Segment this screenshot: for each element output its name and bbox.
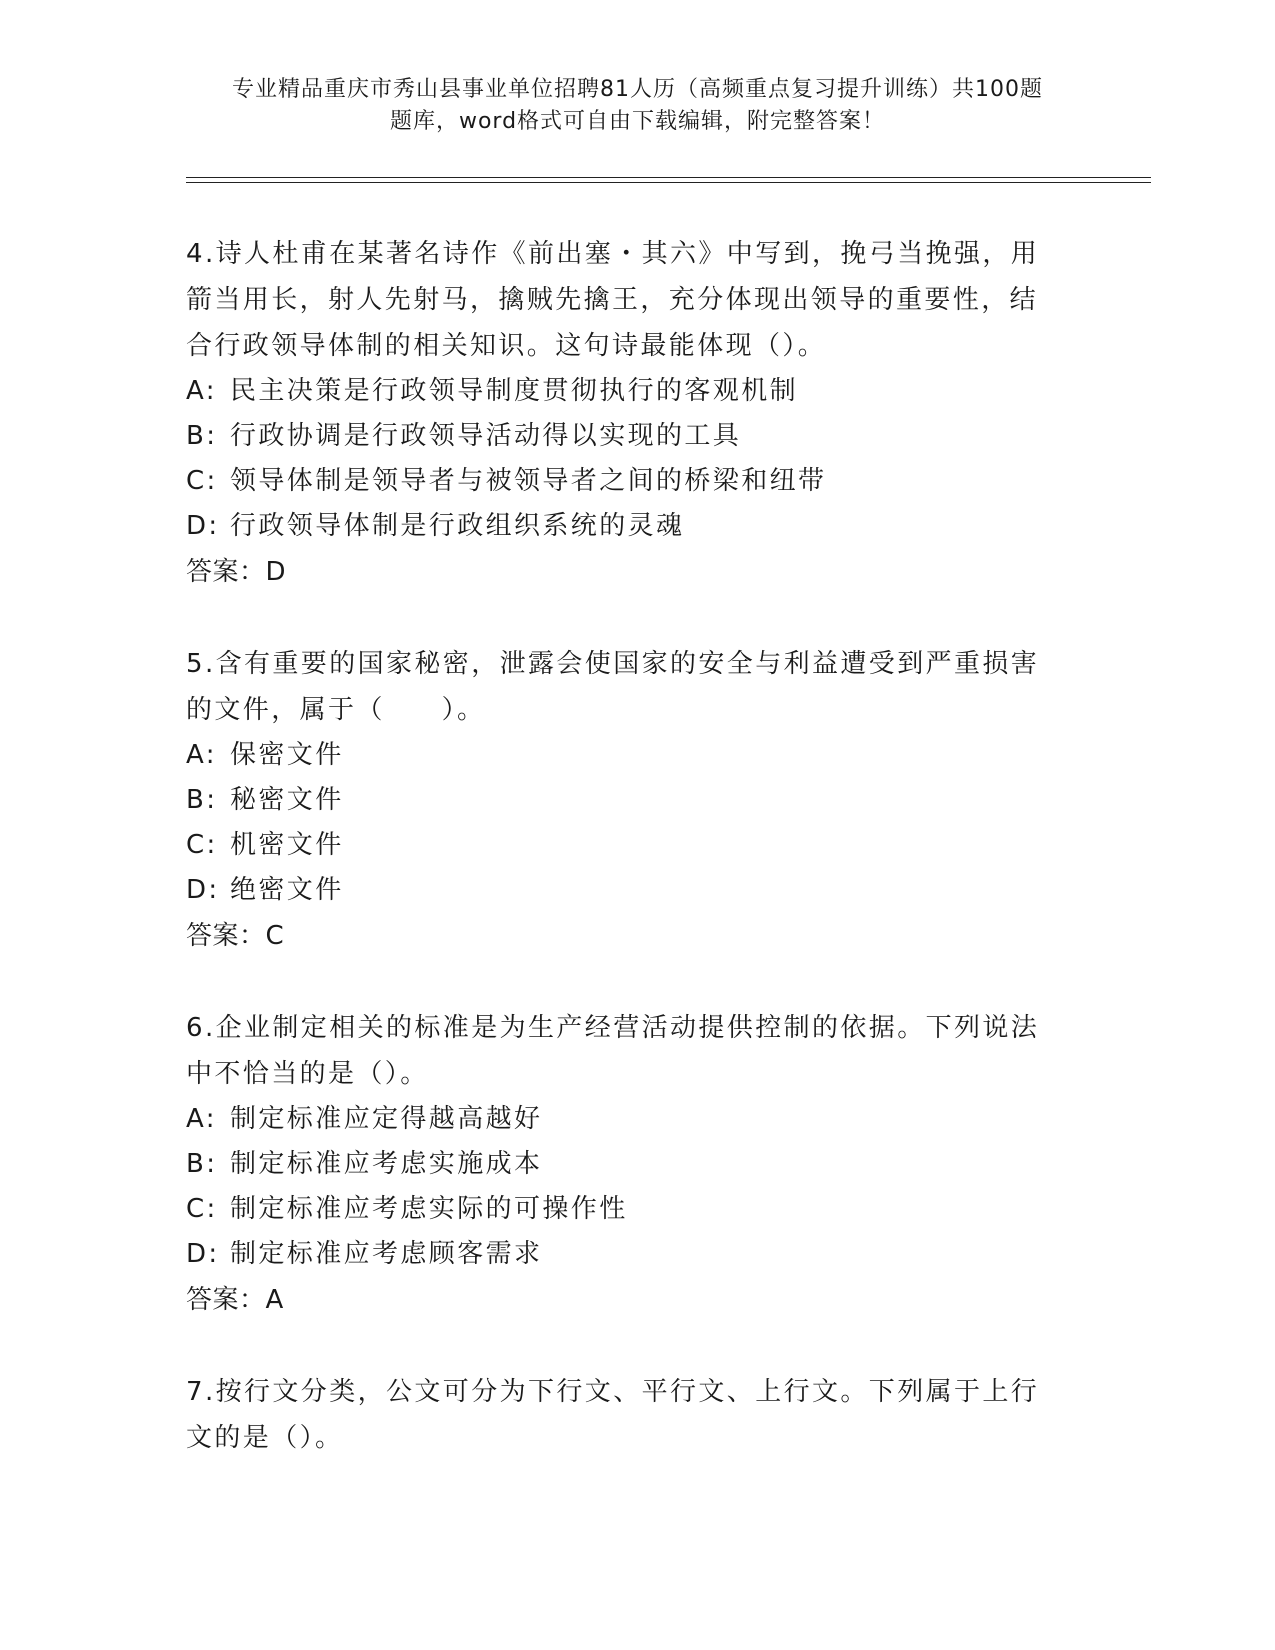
option-text: 领导体制是领导者与被领导者之间的桥梁和纽带 xyxy=(230,466,827,496)
option-text: 机密文件 xyxy=(230,830,344,860)
option-letter: A: xyxy=(186,376,217,406)
option-a xyxy=(186,369,1076,414)
question-list xyxy=(186,231,1076,1507)
question-text-line: 文的是（）。 xyxy=(186,1423,344,1453)
option-d xyxy=(186,868,1076,913)
option-c xyxy=(186,459,1076,504)
option-b xyxy=(186,778,1076,823)
option-letter: A: xyxy=(186,1104,217,1134)
question-text-line: 的文件，属于（ ）。 xyxy=(186,695,486,725)
option-text: 制定标准应考虑实际的可操作性 xyxy=(230,1194,628,1224)
option-text: 制定标准应定得越高越好 xyxy=(230,1104,543,1134)
question-4 xyxy=(186,231,1076,595)
question-text-line: 中不恰当的是（）。 xyxy=(186,1059,429,1089)
header-divider-bottom xyxy=(186,182,1151,183)
option-text: 行政协调是行政领导活动得以实现的工具 xyxy=(230,421,742,451)
question-text-line: 4.诗人杜甫在某著名诗作《前出塞・其六》中写到，挽弓当挽强，用 xyxy=(186,239,1040,269)
option-a xyxy=(186,733,1076,778)
option-d xyxy=(186,504,1076,549)
option-text: 绝密文件 xyxy=(230,875,344,905)
option-letter: D: xyxy=(186,511,220,541)
option-text: 制定标准应考虑顾客需求 xyxy=(230,1239,543,1269)
option-letter: B: xyxy=(186,785,218,815)
option-text: 行政领导体制是行政组织系统的灵魂 xyxy=(230,511,685,541)
option-text: 民主决策是行政领导制度贯彻执行的客观机制 xyxy=(230,376,799,406)
question-text-line: 7.按行文分类，公文可分为下行文、平行文、上行文。下列属于上行 xyxy=(186,1377,1040,1407)
option-text: 制定标准应考虑实施成本 xyxy=(230,1149,543,1179)
option-c xyxy=(186,1187,1076,1232)
question-text-line: 合行政领导体制的相关知识。这句诗最能体现（）。 xyxy=(186,331,827,361)
option-letter: A: xyxy=(186,740,217,770)
question-6 xyxy=(186,1005,1076,1323)
answer-line: 答案：D xyxy=(186,557,287,587)
document-header xyxy=(0,74,1275,138)
header-line-2: 题库，word格式可自由下载编辑，附完整答案！ xyxy=(389,109,886,134)
header-divider-top xyxy=(186,177,1151,178)
question-5 xyxy=(186,641,1076,959)
question-text-line: 6.企业制定相关的标准是为生产经营活动提供控制的依据。下列说法 xyxy=(186,1013,1040,1043)
option-letter: C: xyxy=(186,466,218,496)
answer-line: 答案：A xyxy=(186,1285,284,1315)
question-text-line: 5.含有重要的国家秘密，泄露会使国家的安全与利益遭受到严重损害 xyxy=(186,649,1040,679)
option-letter: C: xyxy=(186,1194,218,1224)
option-text: 保密文件 xyxy=(230,740,344,770)
option-letter: C: xyxy=(186,830,218,860)
answer-line: 答案：C xyxy=(186,921,285,951)
option-text: 秘密文件 xyxy=(230,785,344,815)
option-letter: B: xyxy=(186,421,218,451)
question-7 xyxy=(186,1369,1076,1461)
option-letter: D: xyxy=(186,1239,220,1269)
option-a xyxy=(186,1097,1076,1142)
option-b xyxy=(186,1142,1076,1187)
option-letter: B: xyxy=(186,1149,218,1179)
question-text-line: 箭当用长，射人先射马，擒贼先擒王，充分体现出领导的重要性，结 xyxy=(186,285,1039,315)
header-line-1: 专业精品重庆市秀山县事业单位招聘81人历（高频重点复习提升训练）共100题 xyxy=(232,77,1043,102)
option-d xyxy=(186,1232,1076,1277)
option-letter: D: xyxy=(186,875,220,905)
option-b xyxy=(186,414,1076,459)
option-c xyxy=(186,823,1076,868)
